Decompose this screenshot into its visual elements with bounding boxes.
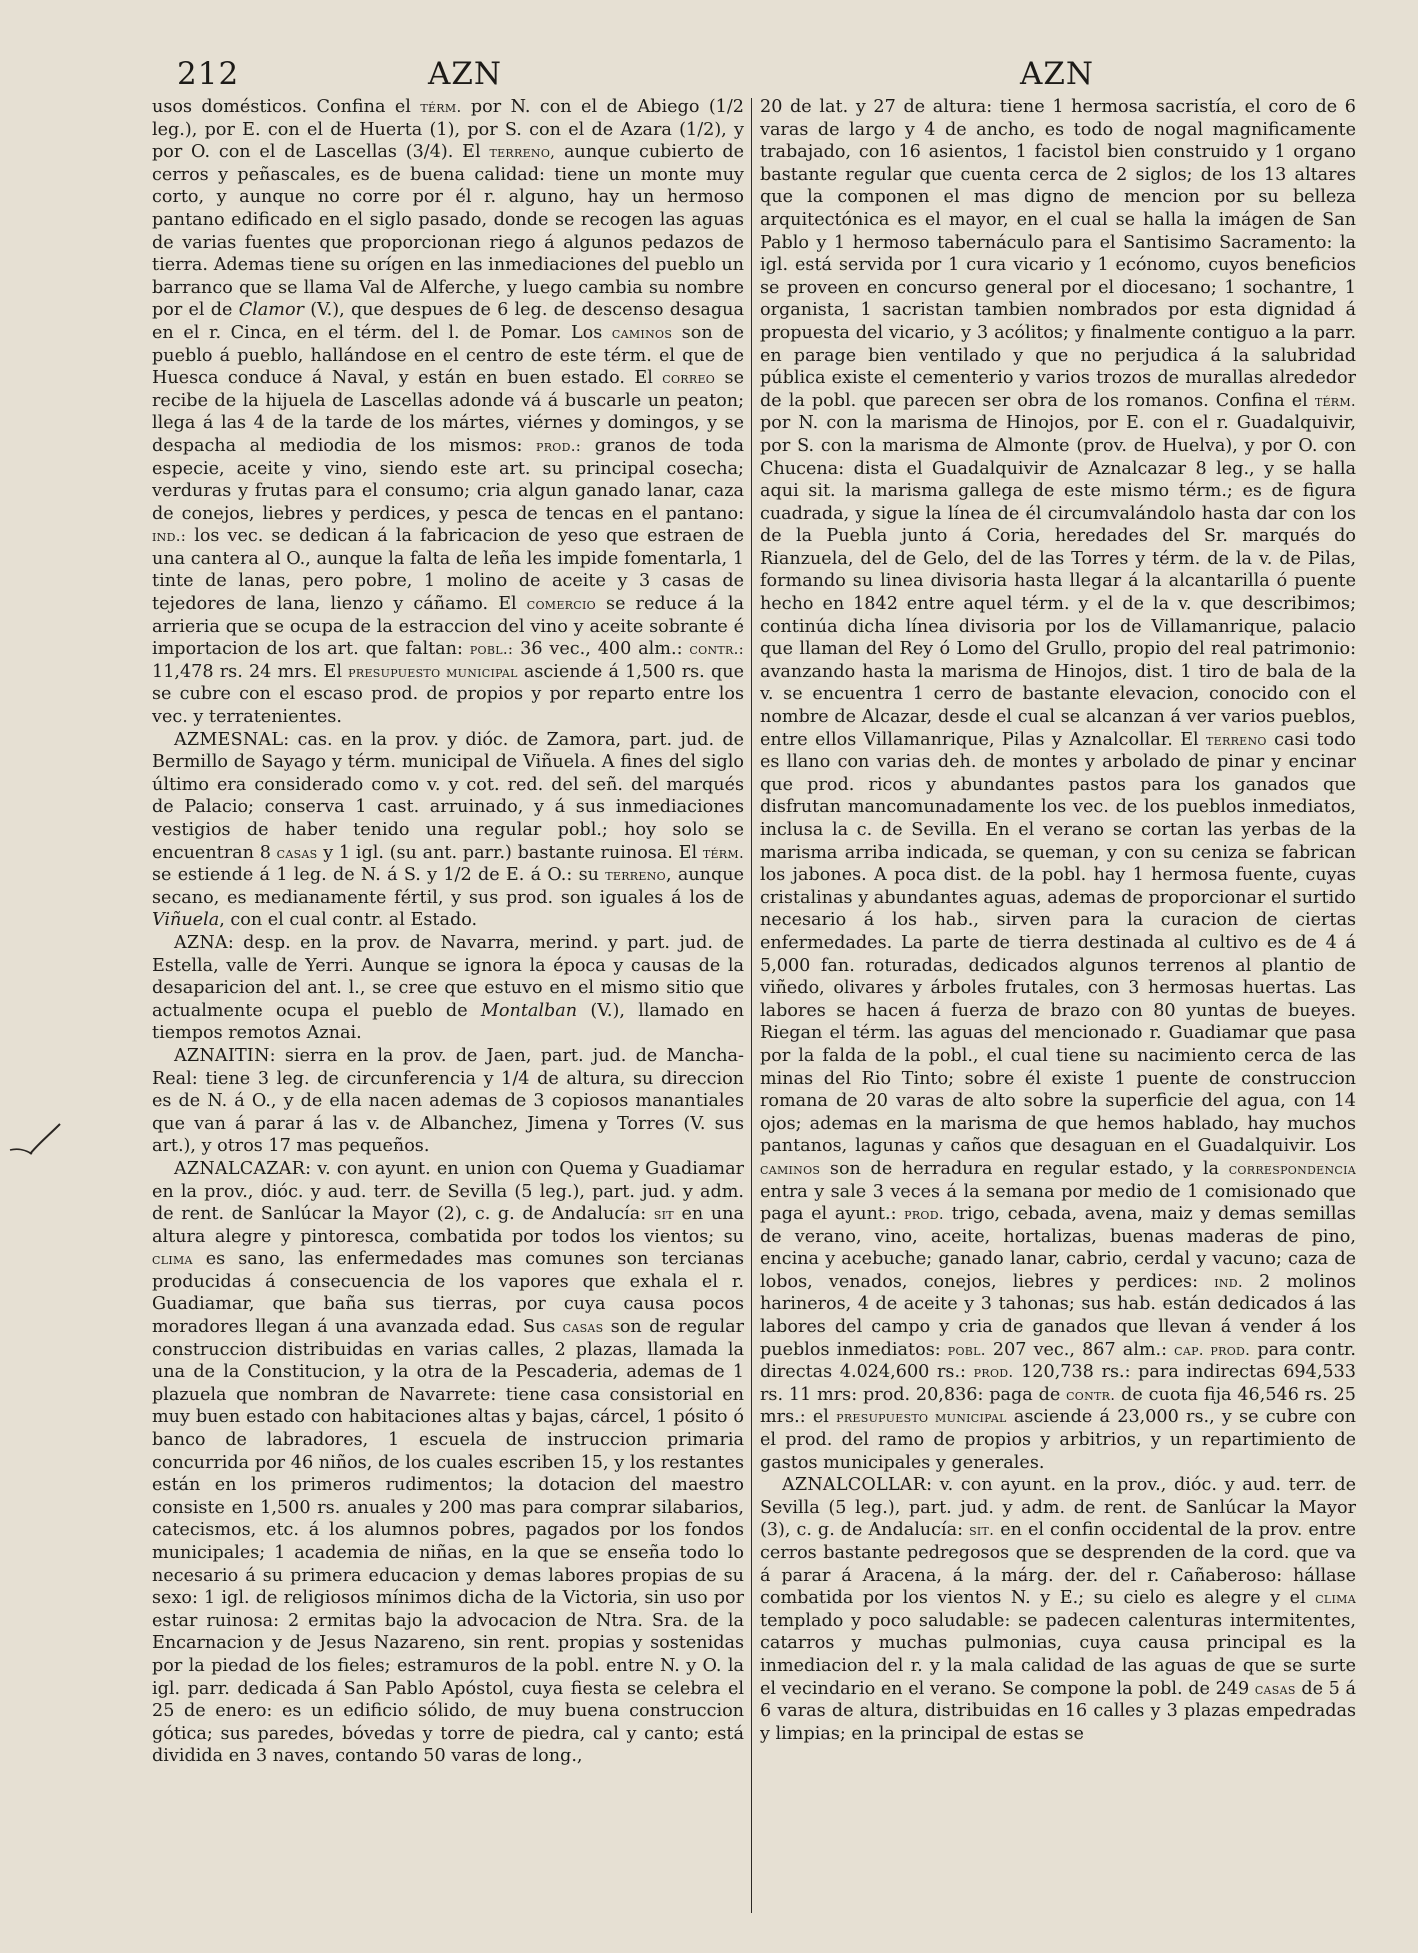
entry-azmesnal: AZMESNAL: cas. en la prov. y dióc. de Zamora, part. jud. de Bermillo de Sayago y térm. municipal de Viñuela. A fines del siglo último era considerado como v. y cot. red. del señ. del marqués de Palacio; conserva 1 cast. arruinado, y á sus inmediaciones vestigios de haber tenido una regular pobl.; hoy solo se encuentran 8 casas y 1 igl. (su ant. parr.) bastante ruinosa. El térm. se estiende á 1 leg. de N. á S. y 1/2 de E. á O.: su terreno, aunque secano, es medianamente fértil, y sus prod. son iguales á los de Viñuela, con el cual contr. al Estado. [152,729,744,931]
headword: AZNAITIN [174,1045,270,1066]
page-header [0,54,1418,98]
page-number: 212 [177,56,240,92]
entry-continuation-aznalcazar: 20 de lat. y 27 de altura: tiene 1 hermosa sacristía, el coro de 6 varas de largo y 4 de ancho, es todo de nogal magnificamente trabajado, con 16 asientos, 1 facistol bien construido y 1 organo bastante regular que cuenta cerca de 2 siglos; de los 13 altares que la componen el mas digno de mencion por su belleza arquitectónica es el mayor, en el cual se halla la imágen de San Pablo y 1 hermoso tabernáculo para el Santisimo Sacramento: la igl. está servida por 1 cura vicario y 1 ecónomo, cuyos beneficios se proveen en concurso general por el diocesano; 1 sochantre, 1 organista, 1 sacristan tambien nombrados por esta dignidad á propuesta del vicario, y 3 acólitos; y finalmente contiguo a la parr. en parage bien ventilado y que no perjudica á la salubridad pública existe el cementerio y varios trozos de murallas alrededor de la pobl. que parecen ser obra de los romanos. Confina el térm. por N. con la marisma de Hinojos, por E. con el r. Guadalquivir, por S. con la marisma de Almonte (prov. de Huelva), y por O. con Chucena: dista el Guadalquivir de Aznalcazar 8 leg., y se halla aqui sit. la marisma gallega de este mismo térm.; es de figura cuadrada, y sigue la línea de él circumvalándolo hasta dar con los de la Puebla junto á Coria, heredades del Sr. marqués do Rianzuela, del de Gelo, del de las Torres y térm. de la v. de Pilas, formando su linea divisoria hasta llegar á la alcantarilla ó puente hecho en 1842 entre aquel térm. y el de la v. que describimos; continúa dicha línea divisoria por los de Villamanrique, palacio que llaman del Rey ó Lomo del Grullo, propio del real patrimonio: avanzando hasta la marisma de Hinojos, dist. 1 tiro de bala de la v. se encuentra 1 cerro de bastante elevacion, conocido con el nombre de Alcazar, desde el cual se alcanzan á ver varios pueblos, entre ellos Villamanrique, Pilas y Aznalcollar. El terreno casi todo es llano con varias deh. de montes y arbolado de pinar y encinar que prod. ricos y abundantes pastos para los ganados que disfrutan mancomunadamente los vec. de los pueblos inmediatos, inclusa la c. de Sevilla. En el verano se cortan las yerbas de la marisma arriba indicada, se queman, y con su ceniza se fabrican los jabones. A poca dist. de la pobl. hay 1 hermosa fuente, cuyas cristalinas y abundantes aguas, ademas de proporcionar el surtido necesario á los hab., sirven para la curacion de ciertas enfermedades. La parte de tierra destinada al cultivo es de 4 á 5,000 fan. roturadas, dedicados algunos terrenos al plantio de viñedo, olivares y árboles frutales, con 3 hermosas huertas. Las labores se hacen á fuerza de brazo con 80 yuntas de bueyes. Riegan el térm. las aguas del mencionado r. Guadiamar que pasa por la falda de la pobl., el cual tiene su nacimiento cerca de las minas del Rio Tinto; sobre él existe 1 puente de construccion romana de 20 varas de alto sobre la superficie del agua, con 14 ojos; ademas en la marisma de que hemos hablado, hay muchos pantanos, lagunas y caños que desaguan en el Guadalquivir. Los caminos son de herradura en regular estado, y la correspondencia entra y sale 3 veces á la semana por medio de 1 comisionado que paga el ayunt.: prod. trigo, cebada, avena, maiz y demas semillas de verano, vino, aceite, hortalizas, buenas maderas de pino, encina y acebuche; ganado lanar, cabrio, cerdal y vacuno; caza de lobos, venados, conejos, liebres y perdices: ind. 2 molinos harineros, 4 de aceite y 3 tahonas; sus hab. están dedicados á las labores del campo y cria de ganados que llevan á vender á los pueblos inmediatos: pobl. 207 vec., 867 alm.: cap. prod. para contr. directas 4.024,600 rs.: prod. 120,738 rs.: para indirectas 694,533 rs. 11 mrs: prod. 20,836: paga de contr. de cuota fija 46,546 rs. 25 mrs.: el presupuesto municipal asciende á 23,000 rs., y se cubre con el prod. del ramo de propios y arbitrios, y un repartimiento de gastos municipales y generales. [760,97,1356,1473]
headword: AZNALCAZAR [174,1158,306,1179]
guide-word-right: AZN [1020,56,1095,92]
headword: AZNA [174,932,228,953]
entry-aznalcazar: AZNALCAZAR: v. con ayunt. en union con Quema y Guadiamar en la prov., dióc. y aud. terr. de Sevilla (5 leg.), part. jud. y adm. de rent. de Sanlúcar la Mayor (2), c. g. de Andalucía: sit en una altura alegre y pintoresca, combatida por todos los vientos; su clima es sano, las enfermedades mas comunes son tercianas producidas á consecuencia de los vapores que exhala el r. Guadiamar, que baña sus tierras, por cuya causa pocos moradores llegan á una avanzada edad. Sus casas son de regular construccion distribuidas en varias calles, 2 plazas, llamada la una de la Constitucion, y la otra de la Pescaderia, ademas de 1 plazuela que nombran de Navarrete: tiene casa consistorial en muy buen estado con habitaciones altas y bajas, cárcel, 1 pósito ó banco de labradores, 1 escuela de instruccion primaria concurrida por 46 niños, de los cuales escriben 15, y los restantes están en los primeros rudimentos; la dotacion del maestro consiste en 1,500 rs. anuales y 200 mas para comprar silabarios, catecismos, etc. á los alumnos pobres, pagados por los fondos municipales; 1 academia de niñas, en la que se enseña todo lo necesario á su primera educacion y demas labores propias de su sexo: 1 igl. de religiosos mínimos dicha de la Victoria, sin uso por estar ruinosa: 2 ermitas bajo la advocacion de Ntra. Sra. de la Encarnacion y de Jesus Nazareno, sin rent. propias y sostenidas por la piedad de los fieles; estramuros de la pobl. entre N. y O. la igl. parr. dedicada á San Pablo Apóstol, cuya fiesta se celebra el 25 de enero: es un edificio sólido, de muy buena construccion gótica; sus paredes, bóvedas y torre de piedra, cal y canto; está dividida en 3 naves, contando 50 varas de long., [152,1158,744,1767]
headword: AZNALCOLLAR [782,1475,927,1496]
left-column [152,96,744,1921]
guide-word-left: AZN [428,56,503,92]
entry-aznaitin: AZNAITIN: sierra en la prov. de Jaen, part. jud. de Mancha-Real: tiene 3 leg. de circunferencia y 1/4 de altura, su direccion es de N. á O., y de ella nacen ademas de 3 copiosos manantiales que van á parar á las v. de Albanchez, Jimena y Torres (V. sus art.), y otros 17 mas pequeños. [152,1045,744,1157]
entry-aznalcollar: AZNALCOLLAR: v. con ayunt. en la prov., dióc. y aud. terr. de Sevilla (5 leg.), part. jud. y adm. de rent. de Sanlúcar la Mayor (3), c. g. de Andalucía: sit. en el confin occidental de la prov. entre cerros bastante pedregosos que se desprenden de la cord. que va á parar á Aracena, á la márg. der. del r. Cañaberoso: hállase combatida por los vientos N. y E.; su cielo es alegre y el clima templado y poco saludable: se padecen calenturas intermitentes, catarros y muchas pulmonias, cuya causa principal es la inmediacion del r. y la mala calidad de las aguas de que se surte el vecindario en el verano. Se compone la pobl. de 249 casas de 5 á 6 varas de altura, distribuidas en 16 calles y 3 plazas empedradas y limpias; en la principal de estas se [760,1475,1356,1744]
column-divider [751,98,752,1913]
entry-continuation-abiego: usos domésticos. Confina el térm. por N. con el de Abiego (1/2 leg.), por E. con el de Huerta (1), por S. con el de Azara (1/2), y por O. con el de Lascellas (3/4). El terreno, aunque cubierto de cerros y peñascales, es de buena calidad: tiene un monte muy corto, y aunque no corre por él r. alguno, hay un hermoso pantano edificado en el siglo pasado, donde se recogen las aguas de varias fuentes que proporcionan riego á algunos pedazos de tierra. Ademas tiene su orígen en las inmediaciones del pueblo un barranco que se llama Val de Alferche, y luego cambia su nombre por el de Clamor (V.), que despues de 6 leg. de descenso desagua en el r. Cinca, en el térm. del l. de Pomar. Los caminos son de pueblo á pueblo, hallándose en el centro de este térm. el que de Huesca conduce á Naval, y están en buen estado. El correo se recibe de la hijuela de Lascellas adonde vá á buscarle un peaton; llega á las 4 de la tarde de los mártes, viérnes y domingos, y se despacha al mediodia de los mismos: prod.: granos de toda especie, aceite y vino, siendo este art. su principal cosecha; verduras y frutas para el consumo; cria algun ganado lanar, caza de conejos, liebres y perdices, y pesca de tencas en el pantano: ind.: los vec. se dedican á la fabricacion de yeso que estraen de una cantera al O., aunque la falta de leña les impide fomentarla, 1 tinte de lanas, pero pobre, 1 molino de aceite y 3 casas de tejedores de lana, lienzo y cáñamo. El comercio se reduce á la arrieria que se ocupa de la estraccion del vino y aceite sobrante é importacion de los art. que faltan: pobl.: 36 vec., 400 alm.: contr.: 11,478 rs. 24 mrs. El presupuesto municipal asciende á 1,500 rs. que se cubre con el escaso prod. de propios y por reparto entre los vec. y terratenientes. [152,97,744,728]
right-column [760,96,1356,1921]
entry-azna: AZNA: desp. en la prov. de Navarra, merind. y part. jud. de Estella, valle de Yerri. Aunque se ignora la época y causas de la desaparicion del ant. l., se cree que estuvo en el mismo sitio que actualmente ocupa el pueblo de Montalban (V.), llamado en tiempos remotos Aznai. [152,932,744,1044]
headword: AZMESNAL: [174,729,290,750]
margin-pen-mark [8,1120,62,1164]
